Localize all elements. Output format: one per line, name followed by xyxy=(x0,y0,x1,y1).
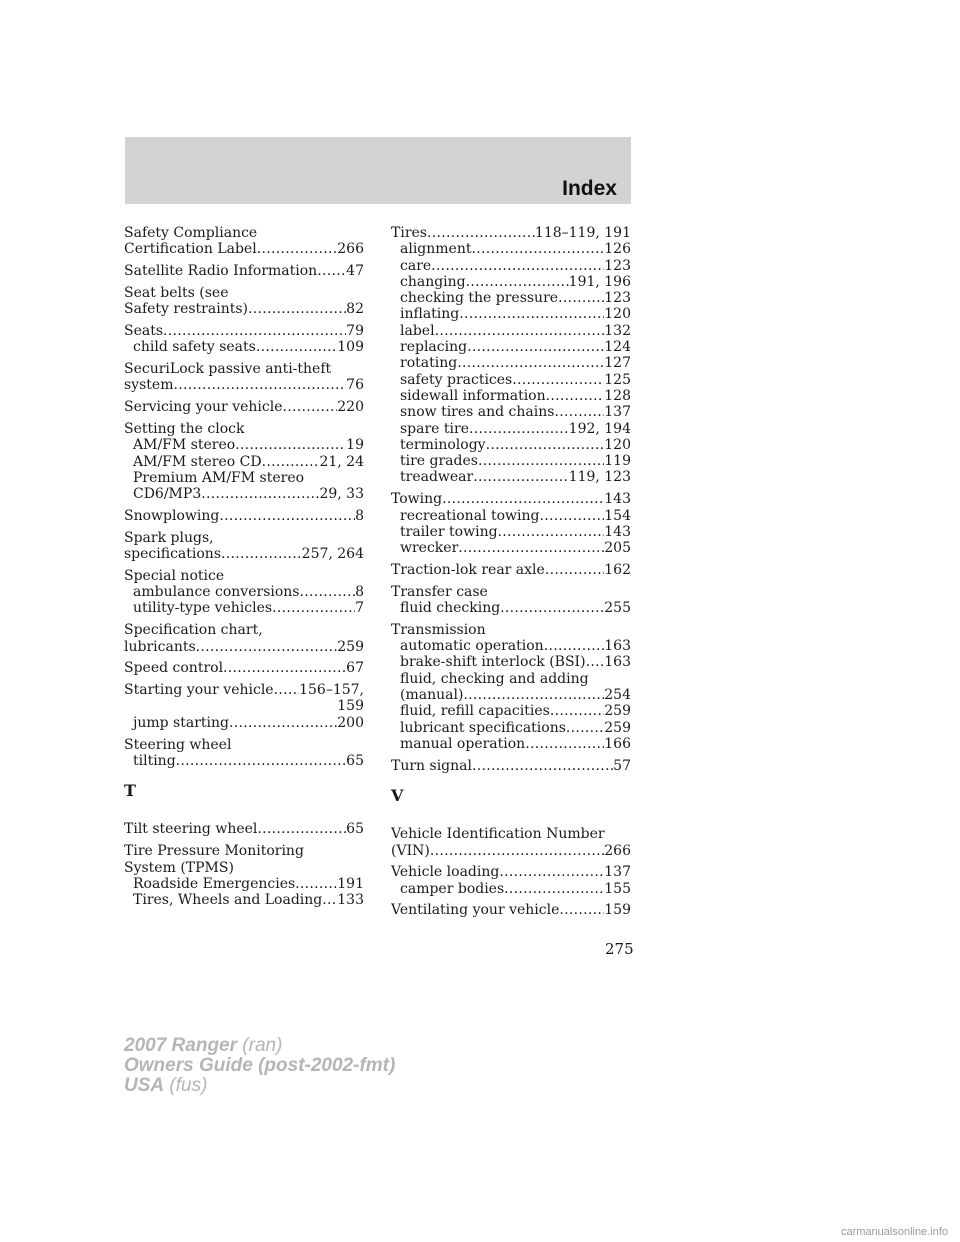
dot-leader xyxy=(173,377,346,393)
entry-page-ref: 127 xyxy=(604,355,631,372)
entry-page-ref: 156–157, xyxy=(299,682,364,699)
entry-term: alignment xyxy=(400,241,472,258)
entry-page-ref: 205 xyxy=(604,540,631,557)
entry-term: Starting your vehicle xyxy=(124,682,274,699)
index-subentry xyxy=(391,404,631,420)
entry-term: Snowplowing xyxy=(124,507,220,524)
entry-term: SecuriLock passive anti-theft xyxy=(124,361,332,378)
dot-leader xyxy=(457,355,604,371)
entry-term: Seat belts (see xyxy=(124,284,229,301)
index-subentry xyxy=(391,638,631,654)
index-line xyxy=(124,399,364,415)
footer-market-code: (fus) xyxy=(169,1075,208,1096)
entry-page-ref: 65 xyxy=(346,821,364,838)
dot-leader xyxy=(559,902,604,918)
entry-page-ref: 109 xyxy=(337,339,364,356)
index-line xyxy=(391,826,631,842)
entry-term: jump starting xyxy=(133,714,229,731)
entry-page-ref: 119 xyxy=(604,453,631,470)
entry-term: checking the pressure xyxy=(400,290,559,307)
dot-leader xyxy=(466,274,569,290)
dot-leader xyxy=(431,258,604,274)
entry-term: rotating xyxy=(400,355,458,372)
entry-term: tilting xyxy=(133,752,176,769)
footer-line-1 xyxy=(124,1036,395,1056)
dot-leader xyxy=(442,491,604,507)
dot-leader xyxy=(546,388,605,404)
entry-page-ref: 79 xyxy=(346,322,364,339)
entry-term: Towing xyxy=(391,491,443,508)
footer-guide: Owners Guide (post-2002-fmt) xyxy=(124,1055,396,1076)
entry-page-ref: 19 xyxy=(346,437,364,454)
entry-page-ref: 47 xyxy=(346,263,364,280)
dot-leader xyxy=(539,508,604,524)
entry-term: camper bodies xyxy=(400,880,505,897)
index-subentry xyxy=(124,715,364,731)
entry-term: CD6/MP3 xyxy=(133,486,202,503)
index-line xyxy=(391,562,631,578)
index-entry xyxy=(124,361,364,394)
entry-term: Vehicle loading xyxy=(391,864,500,881)
entry-term: Traction-lok rear axle xyxy=(391,561,545,578)
index-line xyxy=(124,821,364,837)
dot-leader xyxy=(459,306,604,322)
entry-term: Transmission xyxy=(391,621,486,638)
index-subentry xyxy=(124,600,364,616)
entry-page-ref: 128 xyxy=(604,387,631,404)
entry-term: AM/FM stereo xyxy=(133,437,236,454)
entry-term: automatic operation xyxy=(400,638,544,655)
index-entry xyxy=(391,902,631,918)
entry-term: manual operation xyxy=(400,735,526,752)
footer-model-code: (ran) xyxy=(242,1035,283,1056)
entry-page-ref: 126 xyxy=(604,241,631,258)
index-subentry xyxy=(391,703,631,719)
index-subentry xyxy=(391,372,631,388)
index-line xyxy=(124,263,364,279)
entry-page-ref: 123 xyxy=(604,290,631,307)
index-line xyxy=(124,860,364,876)
index-subentry xyxy=(391,469,631,485)
index-subentry xyxy=(124,437,364,453)
index-line xyxy=(124,546,364,562)
index-subentry xyxy=(391,508,631,524)
entry-term: wrecker xyxy=(400,540,459,557)
index-entry xyxy=(124,285,364,318)
entry-page-ref: 266 xyxy=(337,241,364,258)
index-entry xyxy=(124,622,364,655)
entry-term: inflating xyxy=(400,306,460,323)
dot-leader xyxy=(473,469,568,485)
entry-page-ref: 159 xyxy=(604,902,631,919)
dot-leader xyxy=(299,584,355,600)
index-entry xyxy=(124,568,364,617)
entry-page-ref: 76 xyxy=(346,377,364,394)
entry-page-ref: 132 xyxy=(604,322,631,339)
index-entry xyxy=(391,491,631,556)
dot-leader xyxy=(221,546,302,562)
index-entry xyxy=(391,562,631,578)
entry-term: trailer towing xyxy=(400,523,498,540)
entry-term: Turn signal xyxy=(391,757,472,774)
entry-page-ref: 119, 123 xyxy=(568,469,631,486)
index-entry xyxy=(124,225,364,258)
dot-leader xyxy=(262,454,320,470)
index-entry xyxy=(391,225,631,486)
index-entry xyxy=(124,530,364,563)
entry-page-ref: 191, 196 xyxy=(568,273,631,290)
index-entry xyxy=(391,758,631,774)
entry-term: tire grades xyxy=(400,453,478,470)
index-subentry xyxy=(391,437,631,453)
entry-page-ref: 259 xyxy=(604,703,631,720)
dot-leader xyxy=(201,486,319,502)
index-line xyxy=(124,843,364,859)
entry-term: label xyxy=(400,322,435,339)
dot-leader xyxy=(219,508,355,524)
index-subentry xyxy=(124,892,364,908)
dot-leader xyxy=(500,600,604,616)
index-entry xyxy=(391,622,631,752)
entry-page-ref: 163 xyxy=(604,654,631,671)
entry-term: Safety Compliance xyxy=(124,225,258,241)
entry-term: AM/FM stereo CD xyxy=(133,453,262,470)
entry-term: Transfer case xyxy=(391,583,488,600)
index-entry xyxy=(391,584,631,617)
entry-page-ref: 200 xyxy=(337,714,364,731)
index-column-left xyxy=(124,225,364,914)
index-entry xyxy=(124,263,364,279)
entry-page-ref: 166 xyxy=(604,735,631,752)
index-entry xyxy=(124,421,364,502)
dot-leader xyxy=(176,753,347,769)
dot-leader xyxy=(478,453,604,469)
index-line xyxy=(391,843,631,859)
index-line xyxy=(124,639,364,655)
entry-term: changing xyxy=(400,273,466,290)
index-line xyxy=(124,225,364,241)
index-subentry xyxy=(391,600,631,616)
entry-page-ref: 162 xyxy=(604,561,631,578)
index-subentry xyxy=(391,274,631,290)
index-subentry xyxy=(391,323,631,339)
entry-term: Safety restraints) xyxy=(124,301,248,318)
index-subentry xyxy=(124,454,364,470)
index-line xyxy=(391,758,631,774)
header-band xyxy=(125,137,631,204)
index-subentry xyxy=(391,421,631,437)
entry-page-ref: 57 xyxy=(613,757,631,774)
entry-term: Certification Label xyxy=(124,241,257,258)
entry-term: fluid, checking and adding xyxy=(400,670,589,687)
entry-term: snow tires and chains xyxy=(400,404,555,421)
page-title: Index xyxy=(562,177,617,200)
dot-leader xyxy=(544,638,605,654)
dot-leader xyxy=(467,339,604,355)
entry-page-ref: 192, 194 xyxy=(568,420,631,437)
dot-leader xyxy=(469,421,569,437)
index-subentry xyxy=(124,876,364,892)
watermark: carmanualsonline.info xyxy=(840,1226,948,1238)
index-subentry xyxy=(391,720,631,736)
entry-term: Speed control xyxy=(124,660,224,677)
index-line xyxy=(391,902,631,918)
index-line xyxy=(391,584,631,600)
entry-term: Tire Pressure Monitoring xyxy=(124,843,304,860)
index-line xyxy=(391,491,631,507)
dot-leader xyxy=(283,399,338,415)
footer-line-3 xyxy=(124,1076,395,1096)
entry-page-ref: 29, 33 xyxy=(319,486,364,503)
index-subentry xyxy=(124,753,364,769)
entry-term: safety practices xyxy=(400,371,513,388)
index-entry xyxy=(124,660,364,676)
entry-page-ref: 123 xyxy=(604,257,631,274)
index-entry xyxy=(124,399,364,415)
dot-leader xyxy=(498,524,605,540)
entry-term: specifications xyxy=(124,546,222,563)
entry-page-ref: 118–119, 191 xyxy=(534,225,631,241)
index-subentry xyxy=(391,654,631,670)
entry-page-ref: 8 xyxy=(355,584,364,601)
entry-term: (VIN) xyxy=(391,842,430,859)
dot-leader xyxy=(550,703,604,719)
entry-term: lubricants xyxy=(124,638,196,655)
dot-leader xyxy=(430,843,604,859)
index-letter-heading: V xyxy=(391,786,404,805)
dot-leader xyxy=(586,654,605,670)
entry-term: Tires xyxy=(391,225,427,241)
entry-page-ref: 120 xyxy=(604,306,631,323)
entry-page-ref: 125 xyxy=(604,371,631,388)
footer-model: 2007 Ranger xyxy=(124,1035,238,1056)
index-subentry xyxy=(391,241,631,257)
entry-term: (manual) xyxy=(400,687,464,704)
entry-page-ref: 155 xyxy=(604,880,631,897)
index-subentry xyxy=(391,687,631,703)
entry-page-ref: 67 xyxy=(346,660,364,677)
index-entry xyxy=(391,826,631,859)
dot-leader xyxy=(435,323,605,339)
dot-leader xyxy=(256,339,337,355)
index-column-right xyxy=(391,225,631,924)
entry-term: Spark plugs, xyxy=(124,529,214,546)
entry-page-ref: 259 xyxy=(604,719,631,736)
dot-leader xyxy=(486,437,605,453)
entry-term: Specification chart, xyxy=(124,622,263,639)
index-line xyxy=(124,568,364,584)
entry-term: brake-shift interlock (BSI) xyxy=(400,654,586,671)
entry-page-ref: 7 xyxy=(355,600,364,617)
entry-term: System (TPMS) xyxy=(124,859,234,876)
entry-term: 159 xyxy=(337,698,364,715)
dot-leader xyxy=(554,404,604,420)
entry-page-ref: 143 xyxy=(604,523,631,540)
index-line xyxy=(124,323,364,339)
entry-page-ref: 257, 264 xyxy=(301,546,364,563)
entry-term: fluid checking xyxy=(400,600,501,617)
entry-page-ref: 255 xyxy=(604,600,631,617)
entry-page-ref: 143 xyxy=(604,491,631,508)
entry-page-ref: 21, 24 xyxy=(319,453,364,470)
index-line xyxy=(124,421,364,437)
dot-leader xyxy=(463,687,604,703)
entry-page-ref: 137 xyxy=(604,404,631,421)
dot-leader xyxy=(223,660,346,676)
entry-term: Vehicle Identification Number xyxy=(391,826,605,843)
entry-term: lubricant specifications xyxy=(400,719,566,736)
footer-imprint xyxy=(124,1036,395,1096)
dot-leader xyxy=(248,301,346,317)
entry-page-ref: 65 xyxy=(346,752,364,769)
entry-term: sidewall information xyxy=(400,387,546,404)
index-subentry xyxy=(391,671,631,687)
index-line xyxy=(124,285,364,301)
index-subentry xyxy=(124,339,364,355)
index-line xyxy=(391,225,631,241)
entry-term: Servicing your vehicle xyxy=(124,399,283,416)
entry-term: Tilt steering wheel xyxy=(124,821,258,838)
entry-page-ref: 120 xyxy=(604,436,631,453)
index-entry xyxy=(124,323,364,356)
entry-page-ref: 220 xyxy=(337,399,364,416)
dot-leader xyxy=(274,682,300,698)
entry-term: Setting the clock xyxy=(124,420,245,437)
index-entry xyxy=(124,843,364,908)
entry-term: system xyxy=(124,377,174,394)
dot-leader xyxy=(471,241,604,257)
dot-leader xyxy=(545,562,604,578)
dot-leader xyxy=(525,736,604,752)
dot-leader xyxy=(163,323,346,339)
dot-leader xyxy=(558,290,604,306)
entry-term: Premium AM/FM stereo xyxy=(133,469,305,486)
index-entry xyxy=(391,864,631,897)
entry-page-ref: 137 xyxy=(604,864,631,881)
entry-page-ref: 254 xyxy=(604,687,631,704)
dot-leader xyxy=(322,892,337,908)
index-line xyxy=(124,622,364,638)
index-line xyxy=(124,530,364,546)
index-subentry xyxy=(391,306,631,322)
dot-leader xyxy=(504,881,604,897)
index-entry xyxy=(124,682,364,731)
index-line xyxy=(124,682,364,698)
index-line xyxy=(124,737,364,753)
index-subentry xyxy=(391,290,631,306)
entry-term: spare tire xyxy=(400,420,470,437)
entry-page-ref: 259 xyxy=(337,638,364,655)
entry-page-ref: 154 xyxy=(604,507,631,524)
entry-page-ref: 191 xyxy=(337,875,364,892)
dot-leader xyxy=(229,715,337,731)
entry-term: utility-type vehicles xyxy=(133,600,273,617)
entry-term: Roadside Emergencies xyxy=(133,875,296,892)
dot-leader xyxy=(566,720,604,736)
entry-term: child safety seats xyxy=(133,339,256,356)
page-number: 275 xyxy=(605,940,634,958)
dot-leader xyxy=(472,758,613,774)
index-subentry xyxy=(391,736,631,752)
entry-term: Satellite Radio Information xyxy=(124,263,318,280)
entry-term: ambulance conversions xyxy=(133,584,300,601)
index-subentry xyxy=(124,486,364,502)
dot-leader xyxy=(427,225,535,241)
index-subentry xyxy=(391,453,631,469)
entry-term: Tires, Wheels and Loading xyxy=(133,892,323,909)
entry-page-ref: 8 xyxy=(355,507,364,524)
index-line xyxy=(391,864,631,880)
index-entry xyxy=(124,508,364,524)
index-subentry xyxy=(391,339,631,355)
entry-page-ref: 133 xyxy=(337,892,364,909)
entry-term: recreational towing xyxy=(400,507,540,524)
entry-page-ref: 163 xyxy=(604,638,631,655)
entry-term: terminology xyxy=(400,436,486,453)
dot-leader xyxy=(512,372,604,388)
footer-line-2 xyxy=(124,1056,395,1076)
dot-leader xyxy=(295,876,337,892)
entry-term: replacing xyxy=(400,339,468,356)
index-line xyxy=(124,377,364,393)
index-line xyxy=(124,301,364,317)
dot-leader xyxy=(317,263,346,279)
dot-leader xyxy=(235,437,346,453)
index-line xyxy=(124,361,364,377)
index-line xyxy=(124,660,364,676)
entry-term: care xyxy=(400,257,432,274)
index-line xyxy=(124,508,364,524)
index-letter-heading: T xyxy=(124,781,136,801)
entry-page-ref: 82 xyxy=(346,301,364,318)
index-line xyxy=(124,241,364,257)
footer-market: USA xyxy=(124,1075,165,1096)
entry-page-ref: 266 xyxy=(604,842,631,859)
dot-leader xyxy=(458,540,604,556)
index-line xyxy=(124,698,364,714)
index-subentry xyxy=(124,470,364,486)
dot-leader xyxy=(257,821,346,837)
dot-leader xyxy=(257,241,338,257)
entry-term: treadwear xyxy=(400,469,474,486)
index-entry xyxy=(124,821,364,837)
index-subentry xyxy=(391,258,631,274)
index-line xyxy=(391,622,631,638)
index-subentry xyxy=(391,355,631,371)
index-subentry xyxy=(391,524,631,540)
index-subentry xyxy=(391,540,631,556)
index-subentry xyxy=(124,584,364,600)
dot-leader xyxy=(196,639,338,655)
dot-leader xyxy=(499,864,604,880)
entry-term: Seats xyxy=(124,322,164,339)
index-subentry xyxy=(391,388,631,404)
entry-term: Special notice xyxy=(124,567,225,584)
index-subentry xyxy=(391,881,631,897)
entry-term: Steering wheel xyxy=(124,736,232,753)
entry-term: Ventilating your vehicle xyxy=(391,902,560,919)
entry-page-ref: 124 xyxy=(604,339,631,356)
entry-term: fluid, refill capacities xyxy=(400,703,550,720)
dot-leader xyxy=(272,600,355,616)
index-entry xyxy=(124,737,364,770)
